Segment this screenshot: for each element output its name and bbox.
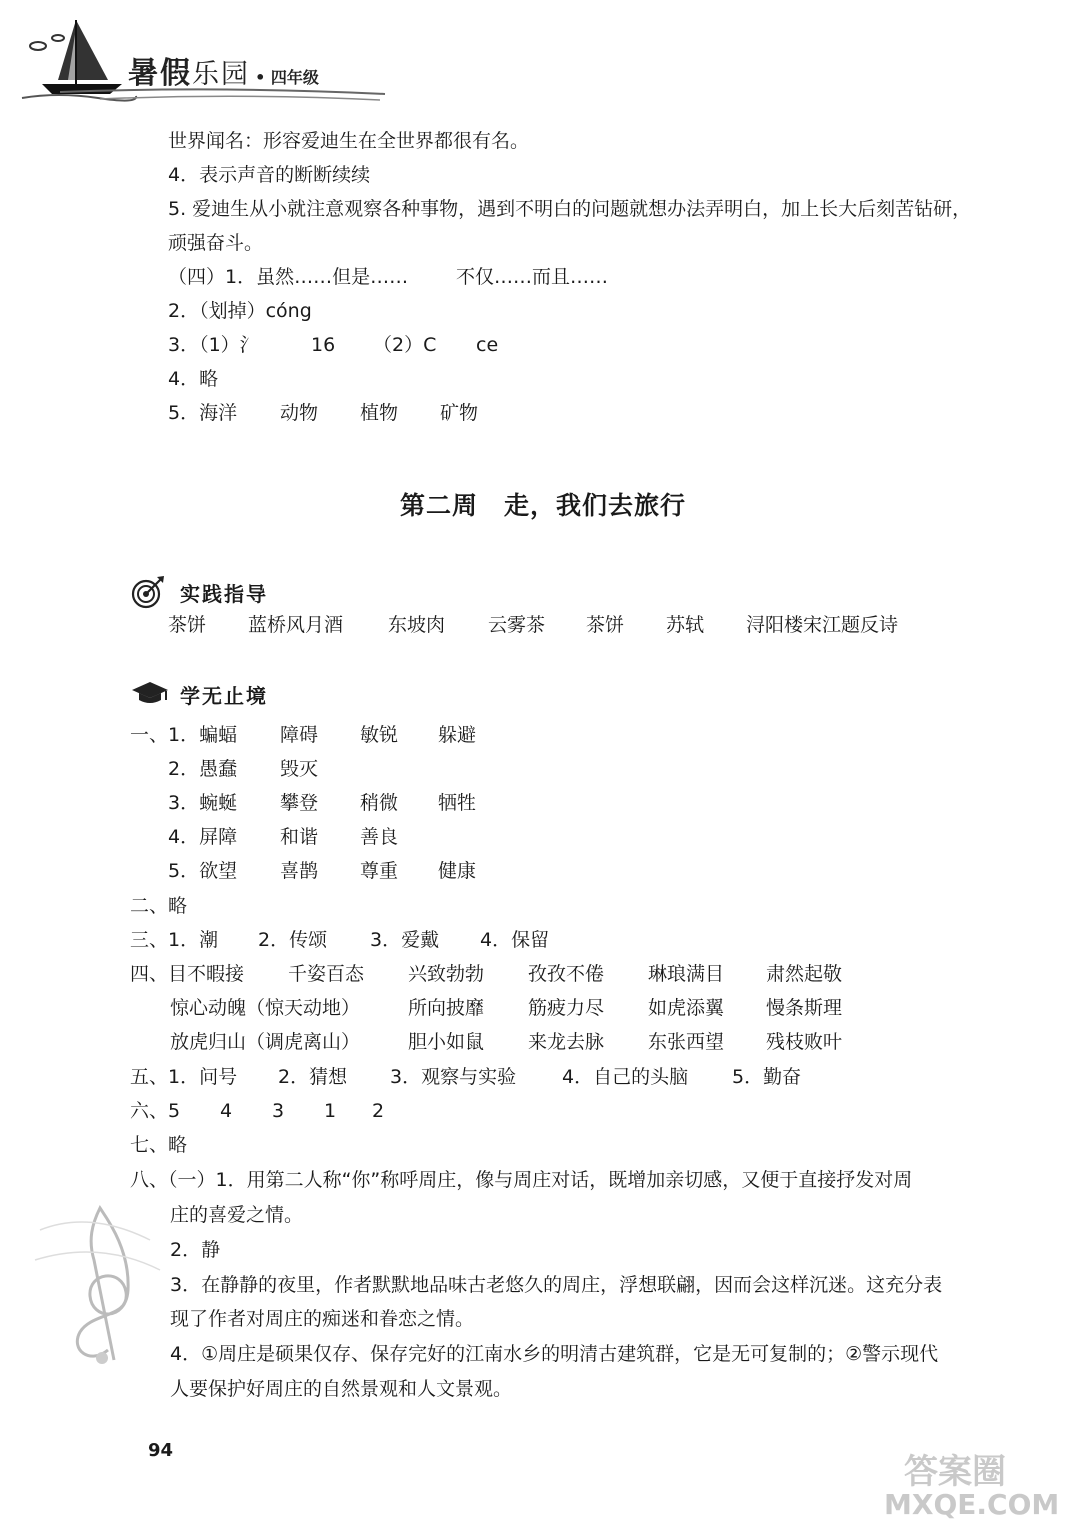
q8-line-7: 人要保护好周庄的自然景观和人文景观。	[170, 1378, 513, 1400]
text-seg: 2．愚蠢	[168, 758, 238, 780]
q7-line: 七、略	[130, 1134, 188, 1156]
text-seg: 攀登	[280, 792, 319, 814]
q1-row-3	[168, 790, 768, 816]
target-icon	[130, 574, 166, 610]
block1-line-1: 世界闻名：形容爱迪生在全世界都很有名。	[168, 130, 530, 152]
q5-line	[130, 1064, 1030, 1090]
practice-item: 浔阳楼宋江题反诗	[746, 614, 899, 636]
header-grade: • 四年级	[255, 68, 319, 87]
treble-clef-icon	[30, 1200, 170, 1370]
block1-sec4-line-1	[168, 264, 868, 290]
text-seg: 残枝败叶	[766, 1031, 843, 1053]
text-seg: 3．观察与实验	[390, 1066, 517, 1088]
practice-item: 苏轼	[666, 614, 705, 636]
learning-heading: 学无止境	[180, 684, 268, 708]
text-seg: （2）C	[373, 334, 437, 356]
text-seg: 东张西望	[648, 1031, 725, 1053]
text-seg: 3．蜿蜒	[168, 792, 238, 814]
text-seg: 5．海洋	[168, 402, 238, 424]
q1-row-5	[168, 858, 768, 884]
text-seg: 5．欲望	[168, 860, 238, 882]
header-rule-lines	[60, 84, 390, 104]
text-seg: 不仅……而且……	[456, 266, 609, 288]
block1-line-4: 顽强奋斗。	[168, 232, 264, 254]
text-seg: 障碍	[280, 724, 319, 746]
q8-line-3: 2．静	[170, 1239, 221, 1261]
q8-line-1: 八、（一）1．用第二人称“你”称呼周庄，像与周庄对话，既增加亲切感，又便于直接抒发对周	[130, 1169, 913, 1191]
text-seg: 善良	[360, 826, 399, 848]
q8-line-2: 庄的喜爱之情。	[170, 1204, 304, 1226]
text-seg: 4．保留	[480, 929, 550, 951]
text-seg: 健康	[438, 860, 477, 882]
q4-row-2	[170, 995, 1030, 1021]
text-seg: 千姿百态	[288, 963, 365, 985]
text-seg: 4．自己的头脑	[562, 1066, 689, 1088]
practice-item: 茶饼	[586, 614, 625, 636]
text-seg: 一、1．蝙蝠	[130, 724, 238, 746]
text-seg: 躲避	[438, 724, 477, 746]
text-seg: 3．（1）氵	[168, 334, 259, 356]
text-seg: 动物	[280, 402, 319, 424]
text-seg: 3．爱戴	[370, 929, 440, 951]
q1-row-1	[130, 722, 830, 748]
text-seg: 2．猜想	[278, 1066, 348, 1088]
text-seg: 敏锐	[360, 724, 399, 746]
block1-sec4-line-4: 4．略	[168, 368, 219, 390]
q8-line-4: 3．在静静的夜里，作者默默地品味古老悠久的周庄，浮想联翩，因而会这样沉迷。这充分表	[170, 1274, 943, 1296]
text-seg: 孜孜不倦	[528, 963, 605, 985]
q8-line-6: 4．①周庄是硕果仅存、保存完好的江南水乡的明清古建筑群，它是无可复制的；②警示现代	[170, 1343, 939, 1365]
watermark-logo: 答案圈	[904, 1452, 1006, 1492]
text-seg: 矿物	[440, 402, 479, 424]
header-title-main: 暑假	[128, 56, 192, 91]
graduation-cap-icon	[130, 680, 170, 706]
text-seg: 胆小如鼠	[408, 1031, 485, 1053]
text-seg: 放虎归山（调虎离山）	[170, 1031, 361, 1053]
text-seg: 兴致勃勃	[408, 963, 485, 985]
q8-line-5: 现了作者对周庄的痴迷和眷恋之情。	[170, 1308, 475, 1330]
text-seg: 五、1．问号	[130, 1066, 238, 1088]
q4-row-1	[130, 961, 1030, 987]
q1-row-2	[168, 756, 768, 782]
text-seg: 如虎添翼	[648, 997, 725, 1019]
text-seg: 四、目不暇接	[130, 963, 245, 985]
text-seg: 三、1．潮	[130, 929, 219, 951]
block1-line-3: 5. 爱迪生从小就注意观察各种事物，遇到不明白的问题就想办法弄明白，加上长大后刻苦钻研，	[168, 198, 972, 220]
text-seg: 尊重	[360, 860, 399, 882]
text-seg: 和谐	[280, 826, 319, 848]
header-title-suffix: 乐园	[192, 59, 250, 90]
page-number: 94	[148, 1440, 174, 1461]
practice-items	[168, 612, 968, 638]
text-seg: 4	[220, 1100, 233, 1122]
q1-row-4	[168, 824, 768, 850]
block1-line-2: 4．表示声音的断断续续	[168, 164, 371, 186]
text-seg: 惊心动魄（惊天动地）	[170, 997, 361, 1019]
text-seg: 慢条斯理	[766, 997, 843, 1019]
text-seg: 六、5	[130, 1100, 181, 1122]
practice-item: 蓝桥风月酒	[248, 614, 344, 636]
text-seg: ce	[476, 334, 499, 356]
text-seg: 毁灭	[280, 758, 319, 780]
text-seg: 筋疲力尽	[528, 997, 605, 1019]
q6-line	[130, 1098, 530, 1124]
block1-sec4-line-3	[168, 332, 868, 358]
practice-item: 茶饼	[168, 614, 207, 636]
text-seg: 肃然起敬	[766, 963, 843, 985]
text-seg: 稍微	[360, 792, 399, 814]
block1-sec4-line-5	[168, 400, 868, 426]
block1-sec4-line-2: 2．（划掉）cóng	[168, 300, 312, 322]
text-seg: 16	[311, 334, 336, 356]
text-seg: 3	[272, 1100, 285, 1122]
q2-line: 二、略	[130, 895, 188, 917]
text-seg: 2．传颂	[258, 929, 328, 951]
q4-row-3	[170, 1029, 1030, 1055]
text-seg: 5．勤奋	[732, 1066, 802, 1088]
text-seg: 来龙去脉	[528, 1031, 605, 1053]
text-seg: 植物	[360, 402, 399, 424]
practice-heading: 实践指导	[180, 582, 268, 606]
text-seg: 喜鹊	[280, 860, 319, 882]
practice-item: 东坡肉	[388, 614, 446, 636]
text-seg: 牺牲	[438, 792, 477, 814]
section-title: 第二周 走，我们去旅行	[400, 491, 687, 520]
watermark-url: MXQE.COM	[884, 1488, 1060, 1521]
text-seg: 1	[324, 1100, 337, 1122]
text-seg: 4．屏障	[168, 826, 238, 848]
text-seg: （四）1．虽然……但是……	[168, 266, 409, 288]
text-seg: 琳琅满目	[648, 963, 725, 985]
text-seg: 所向披靡	[408, 997, 485, 1019]
q3-line	[130, 927, 830, 953]
text-seg: 2	[372, 1100, 385, 1122]
practice-item: 云雾茶	[488, 614, 546, 636]
